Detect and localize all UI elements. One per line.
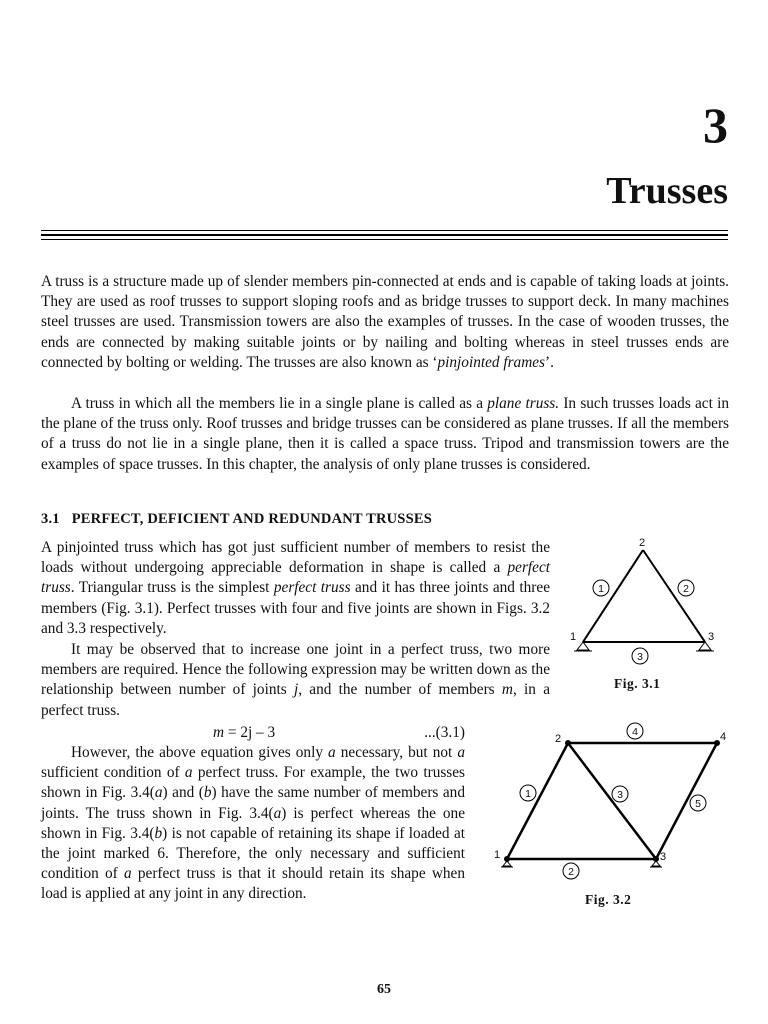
member-marker: [563, 863, 579, 879]
title-rule-top: [41, 230, 728, 231]
figure-3-1-triangle-truss: [565, 532, 725, 672]
sufficient-condition-paragraph: However, the above equation gives only a necessary, but not a sufficient condition of a perfect truss. For example, the two trusses shown in Fig. 3.4(a) and (b) have the same number of members and joints. The truss shown in Fig. 3.4(a) is perfect whereas the one shown in Fig. 3.4(b) is not capable of retaining its shape if loaded at the joint marked 6. Therefore, the only necessary and sufficient condition of a perfect truss is that it should retain its shape when load is applied at any joint in any direction.: [41, 744, 466, 903]
joint-label: 3: [708, 631, 715, 643]
member-label: 1: [525, 788, 531, 800]
equation-body: m = 2j – 3: [213, 724, 276, 741]
equation-ref: ...(3.1): [424, 724, 465, 741]
member-marker: [632, 648, 648, 664]
figure-3-2-four-joint-truss: [490, 720, 740, 885]
member-marker: [593, 580, 609, 596]
member-label: 2: [683, 583, 689, 595]
left-support-icon: [574, 642, 592, 651]
joint-label: 4: [720, 731, 727, 743]
member-3-line: [568, 743, 656, 859]
member-1-line: [583, 550, 643, 642]
member-marker: [612, 786, 628, 802]
title-rule-middle: [41, 234, 728, 236]
member-5-line: [656, 743, 717, 859]
member-marker: [520, 785, 536, 801]
member-label: 1: [598, 583, 604, 595]
joint-dot: [565, 740, 571, 746]
joints-members-paragraph: It may be observed that to increase one joint in a perfect truss, two more members are required. Hence the following expression may be written down as the relationship between number of joints j, and the number of members m, in a perfect truss.: [41, 641, 550, 719]
joint-label: 3: [660, 851, 667, 863]
member-label: 3: [637, 651, 643, 663]
figure-3-1-caption: Fig. 3.1: [614, 676, 661, 691]
joint-label: 2: [555, 733, 562, 745]
joint-label: 2: [639, 537, 646, 549]
intro-paragraph: A truss is a structure made up of slender members pin-connected at ends and is capable of taking loads at joints. They are used as roof trusses to support sloping roofs and as bridge trusses to support deck. In many machines steel trusses are used. Transmission towers are also the examples of trusses. In the case of wooden trusses, the ends are connected by making suitable joints or by nailing and bolting whereas in steel trusses ends are connected by bolting or welding. The trusses are also known as ‘pinjointed frames’.: [41, 273, 729, 371]
joint-label: 1: [494, 849, 501, 861]
section-number: 3.1: [41, 511, 60, 527]
page-number: 65: [377, 982, 391, 997]
section-heading: [41, 511, 432, 528]
member-marker: [678, 580, 694, 596]
member-label: 4: [632, 726, 638, 738]
member-2-line: [643, 550, 705, 642]
member-marker: [627, 723, 643, 739]
perfect-truss-paragraph: A pinjointed truss which has got just sufficient number of members to resist the loads without undergoing appreciable deformation in shape is called a perfect truss. Triangular truss is the simplest perfect truss and it has three joints and three members (Fig. 3.1). Perfect trusses with four and five joints are shown in Figs. 3.2 and 3.3 respectively.: [41, 539, 550, 637]
chapter-title: Trusses: [606, 170, 728, 212]
member-1-line: [507, 743, 568, 859]
chapter-number: 3: [703, 97, 728, 153]
member-label: 3: [617, 789, 623, 801]
plane-truss-paragraph: A truss in which all the members lie in a single plane is called as a plane truss. In such trusses loads act in the plane of the truss only. Roof trusses and bridge trusses can be considered as plane trusses. If all the members of a truss do not lie in a single plane, then it is called a space truss. Tripod and transmission towers are the examples of space trusses. In this chapter, the analysis of only plane trusses is considered.: [41, 395, 729, 473]
joint-label: 1: [570, 631, 577, 643]
member-label: 5: [695, 798, 701, 810]
section-title: PERFECT, DEFICIENT AND REDUNDANT TRUSSES: [71, 511, 432, 527]
figure-3-2-caption: Fig. 3.2: [585, 892, 632, 907]
right-support-icon: [696, 642, 714, 651]
member-marker: [690, 795, 706, 811]
member-label: 2: [568, 866, 574, 878]
title-rule-bottom: [41, 239, 728, 240]
